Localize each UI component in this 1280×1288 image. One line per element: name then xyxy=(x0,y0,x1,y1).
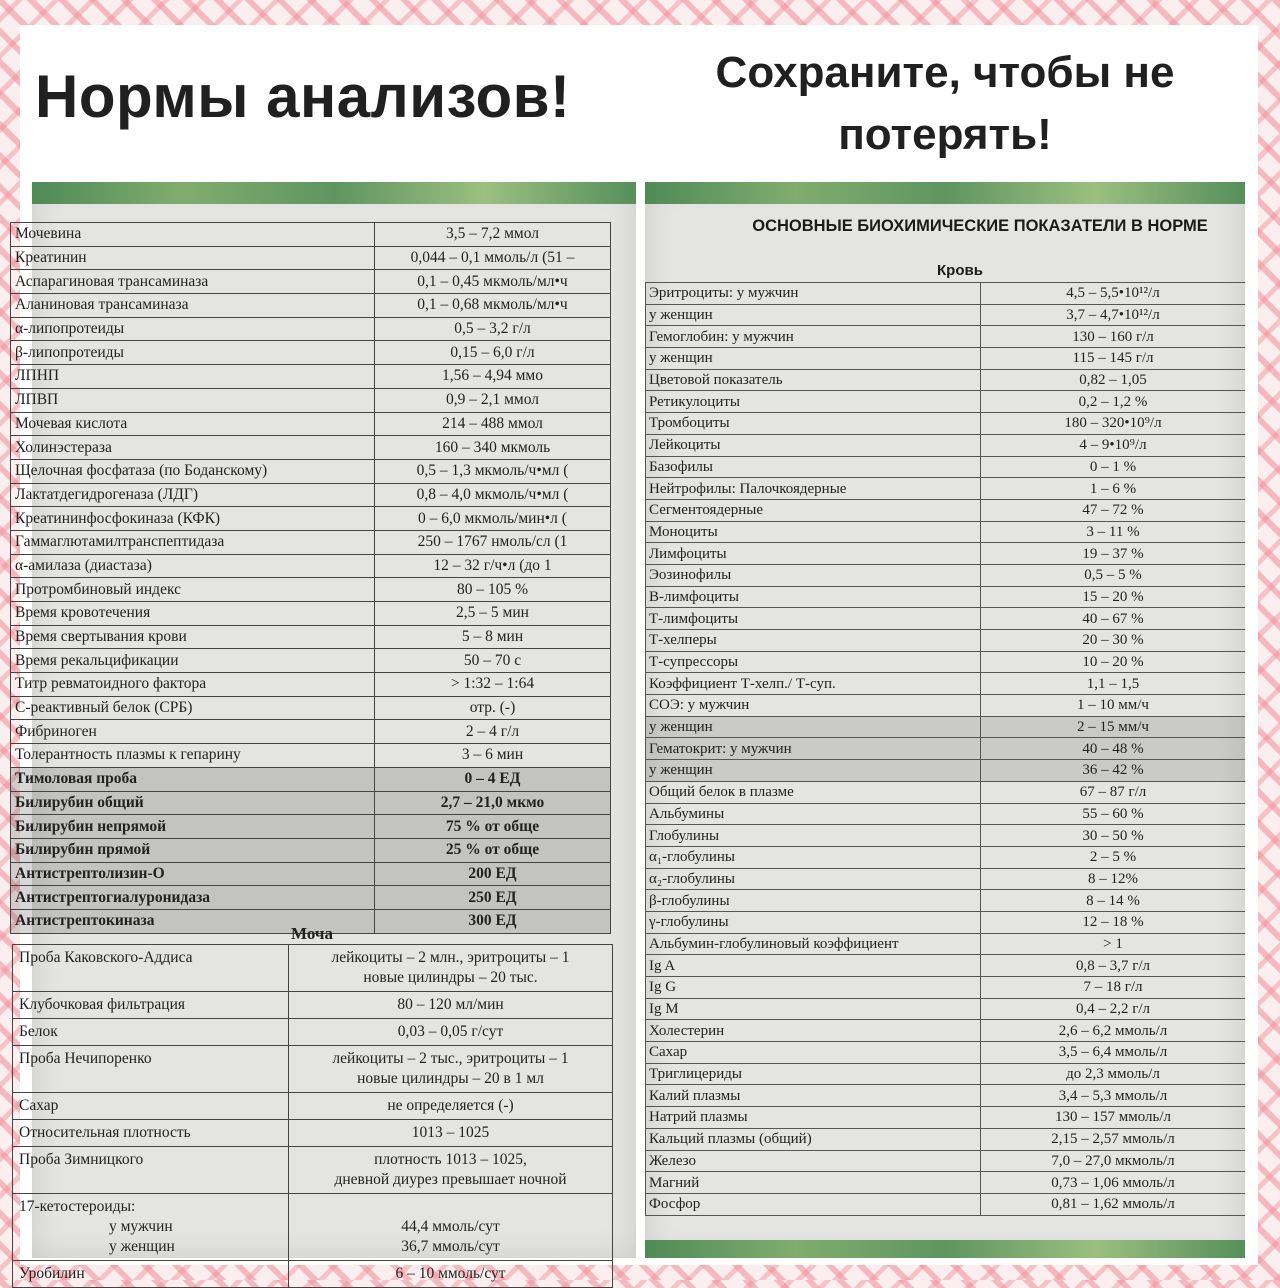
test-name: Сахар xyxy=(13,1093,289,1120)
test-name: Фосфор xyxy=(646,1193,981,1215)
table-row xyxy=(646,478,1246,500)
test-name: Альбумин-глобулиновый коэффициент xyxy=(646,933,981,955)
table-row xyxy=(646,760,1246,782)
test-norm: 180 – 320•10⁹/л xyxy=(981,413,1246,435)
test-norm xyxy=(289,1120,613,1147)
table-row xyxy=(11,459,611,483)
test-name: α-липопротеиды xyxy=(11,317,375,341)
test-norm: 5 – 8 мин xyxy=(375,625,611,649)
test-norm: 20 – 30 % xyxy=(981,630,1246,652)
test-norm: 0,1 – 0,68 мкмоль/мл•ч xyxy=(375,294,611,318)
test-norm: 47 – 72 % xyxy=(981,499,1246,521)
table-row xyxy=(646,1193,1246,1215)
test-name: Клубочковая фильтрация xyxy=(13,992,289,1019)
norm-line: 1013 – 1025 xyxy=(411,1124,490,1141)
test-norm xyxy=(289,1019,613,1046)
test-norm xyxy=(289,1046,613,1093)
test-norm: 2,15 – 2,57 ммоль/л xyxy=(981,1128,1246,1150)
test-name: α₂-глобулины xyxy=(646,868,981,890)
table-row xyxy=(11,602,611,626)
table-row xyxy=(646,673,1246,695)
table-row xyxy=(646,304,1246,326)
test-norm: 2 – 4 г/л xyxy=(375,720,611,744)
table-row xyxy=(646,608,1246,630)
test-norm xyxy=(289,992,613,1019)
test-norm: 67 – 87 г/л xyxy=(981,781,1246,803)
test-norm: 0,9 – 2,1 ммол xyxy=(375,388,611,412)
test-norm: 50 – 70 с xyxy=(375,649,611,673)
test-norm: 1,1 – 1,5 xyxy=(981,673,1246,695)
table-row xyxy=(11,649,611,673)
test-name: Цветовой показатель xyxy=(646,369,981,391)
test-norm: 0,5 – 1,3 мкмоль/ч•мл ( xyxy=(375,459,611,483)
test-name: Сахар xyxy=(646,1042,981,1064)
test-norm: 0,73 – 1,06 ммоль/л xyxy=(981,1172,1246,1194)
test-name: Гемоглобин: у мужчин xyxy=(646,326,981,348)
table-row xyxy=(11,838,611,862)
table-row xyxy=(13,945,613,992)
test-name: ЛПВП xyxy=(11,388,375,412)
table-row xyxy=(11,388,611,412)
label-line: 17-кетостероиды: xyxy=(19,1198,136,1215)
test-name: Фибриноген xyxy=(11,720,375,744)
test-name: Проба Нечипоренко xyxy=(13,1046,289,1093)
test-norm: 4 – 9•10⁹/л xyxy=(981,434,1246,456)
blood-subheading: Кровь xyxy=(937,262,983,279)
norm-line: 44,4 ммоль/сут xyxy=(401,1218,500,1235)
test-norm: 8 – 12% xyxy=(981,868,1246,890)
table-row xyxy=(646,1107,1246,1129)
test-name: Мочевина xyxy=(11,223,375,247)
table-row xyxy=(646,521,1246,543)
test-name: Холинэстераза xyxy=(11,436,375,460)
table-row xyxy=(646,1150,1246,1172)
table-row xyxy=(646,955,1246,977)
test-name: Аланиновая трансаминаза xyxy=(11,294,375,318)
test-norm: 6 – 10 ммоль/сут xyxy=(289,1261,613,1288)
test-name: С-реактивный белок (СРБ) xyxy=(11,696,375,720)
test-norm: 12 – 18 % xyxy=(981,911,1246,933)
test-name: α₁-глобулины xyxy=(646,846,981,868)
test-name: β-глобулины xyxy=(646,890,981,912)
test-norm: 0,15 – 6,0 г/л xyxy=(375,341,611,365)
test-norm: 55 – 60 % xyxy=(981,803,1246,825)
test-norm: 3,5 – 7,2 ммол xyxy=(375,223,611,247)
save-reminder-line-1: Сохраните, чтобы не xyxy=(715,48,1175,97)
test-norm: 3 – 11 % xyxy=(981,521,1246,543)
norm-line: лейкоциты – 2 тыс., эритроциты – 1 xyxy=(332,1050,569,1067)
test-name: Альбумины xyxy=(646,803,981,825)
test-name: Лимфоциты xyxy=(646,543,981,565)
table-row xyxy=(11,530,611,554)
norm-line: 80 – 120 мл/мин xyxy=(397,996,504,1013)
test-name: Железо xyxy=(646,1150,981,1172)
test-name: Натрий плазмы xyxy=(646,1107,981,1129)
table-row xyxy=(646,803,1246,825)
sheet-header-bar xyxy=(645,182,1245,204)
table-row xyxy=(646,369,1246,391)
test-norm: 19 – 37 % xyxy=(981,543,1246,565)
test-norm: 0,2 – 1,2 % xyxy=(981,391,1246,413)
test-norm: 7 – 18 г/л xyxy=(981,977,1246,999)
test-name: Щелочная фосфатаза (по Боданскому) xyxy=(11,459,375,483)
test-name: Нейтрофилы: Палочкоядерные xyxy=(646,478,981,500)
biochemistry-table-left xyxy=(10,222,611,934)
test-norm: 214 – 488 ммол xyxy=(375,412,611,436)
test-norm: 30 – 50 % xyxy=(981,825,1246,847)
test-norm: 250 – 1767 нмоль/сл (1 xyxy=(375,530,611,554)
test-name: Время свертывания крови xyxy=(11,625,375,649)
test-name: у женщин xyxy=(646,304,981,326)
table-row xyxy=(11,365,611,389)
table-row xyxy=(13,1046,613,1093)
table-row xyxy=(11,294,611,318)
table-row xyxy=(13,1019,613,1046)
test-norm: 3,4 – 5,3 ммоль/л xyxy=(981,1085,1246,1107)
table-row xyxy=(11,791,611,815)
test-norm: > 1 xyxy=(981,933,1246,955)
test-name: β-липопротеиды xyxy=(11,341,375,365)
test-norm: 10 – 20 % xyxy=(981,651,1246,673)
test-norm: 300 ЕД xyxy=(375,909,611,933)
test-name: Толерантность плазмы к гепарину xyxy=(11,744,375,768)
test-norm: 2 – 5 % xyxy=(981,846,1246,868)
test-name: Титр ревматоидного фактора xyxy=(11,673,375,697)
test-norm: 115 – 145 г/л xyxy=(981,348,1246,370)
urine-table xyxy=(12,944,613,1288)
test-name: Протромбиновый индекс xyxy=(11,578,375,602)
test-norm: 250 ЕД xyxy=(375,886,611,910)
table-row xyxy=(646,933,1246,955)
test-norm: 1,56 – 4,94 ммо xyxy=(375,365,611,389)
table-row xyxy=(646,499,1246,521)
table-row xyxy=(13,1194,613,1261)
table-row xyxy=(11,720,611,744)
table-row xyxy=(13,1147,613,1194)
test-name: Относительная плотность xyxy=(13,1120,289,1147)
test-name: Проба Зимницкого xyxy=(13,1147,289,1194)
table-row xyxy=(646,890,1246,912)
table-row xyxy=(11,507,611,531)
sheet-footer-bar xyxy=(645,1240,1245,1258)
test-name: Сегментоядерные xyxy=(646,499,981,521)
table-row xyxy=(646,413,1246,435)
test-name xyxy=(13,1194,289,1261)
table-row xyxy=(11,578,611,602)
table-row xyxy=(13,1120,613,1147)
test-name: Ig A xyxy=(646,955,981,977)
table-row xyxy=(646,977,1246,999)
test-name: Аспарагиновая трансаминаза xyxy=(11,270,375,294)
test-norm: 0,5 – 3,2 г/л xyxy=(375,317,611,341)
test-norm: 12 – 32 г/ч•л (до 1 xyxy=(375,554,611,578)
table-row xyxy=(11,412,611,436)
test-norm: 0 – 6,0 мкмоль/мин•л ( xyxy=(375,507,611,531)
test-name: у женщин xyxy=(646,348,981,370)
test-norm: 3,5 – 6,4 ммоль/л xyxy=(981,1042,1246,1064)
table-row xyxy=(11,744,611,768)
test-name: В-лимфоциты xyxy=(646,586,981,608)
table-row xyxy=(11,317,611,341)
test-norm: 40 – 48 % xyxy=(981,738,1246,760)
test-name: Креатинин xyxy=(11,246,375,270)
test-norm: 200 ЕД xyxy=(375,862,611,886)
test-norm: 8 – 14 % xyxy=(981,890,1246,912)
test-name: Ретикулоциты xyxy=(646,391,981,413)
test-norm: 0 – 1 % xyxy=(981,456,1246,478)
test-name: Базофилы xyxy=(646,456,981,478)
norm-line: новые цилиндры – 20 тыс. xyxy=(363,969,538,986)
test-norm: 160 – 340 мкмоль xyxy=(375,436,611,460)
test-name: Т-лимфоциты xyxy=(646,608,981,630)
test-norm: 4,5 – 5,5•10¹²/л xyxy=(981,283,1246,305)
test-name: Антистрептокиназа xyxy=(11,909,375,933)
test-norm: 80 – 105 % xyxy=(375,578,611,602)
page-title: Нормы анализов! xyxy=(35,63,571,130)
test-name: Гаммаглютамилтранспептидаза xyxy=(11,530,375,554)
test-norm: отр. (-) xyxy=(375,696,611,720)
test-norm: 130 – 157 ммоль/л xyxy=(981,1107,1246,1129)
test-name: Билирубин непрямой xyxy=(11,815,375,839)
table-row xyxy=(646,586,1246,608)
table-row xyxy=(13,1093,613,1120)
table-row xyxy=(11,436,611,460)
test-name: Холестерин xyxy=(646,1020,981,1042)
table-row xyxy=(11,696,611,720)
test-norm: до 2,3 ммоль/л xyxy=(981,1063,1246,1085)
test-name: Эритроциты: у мужчин xyxy=(646,283,981,305)
sheet-header-bar xyxy=(32,182,636,204)
test-name: Время кровотечения xyxy=(11,602,375,626)
test-name: Ig M xyxy=(646,998,981,1020)
test-name: α-амилаза (диастаза) xyxy=(11,554,375,578)
test-norm: 2,6 – 6,2 ммоль/л xyxy=(981,1020,1246,1042)
sheet-heading: ОСНОВНЫЕ БИОХИМИЧЕСКИЕ ПОКАЗАТЕЛИ В НОРМЕ xyxy=(752,217,1208,235)
test-norm: 0,81 – 1,62 ммоль/л xyxy=(981,1193,1246,1215)
table-row xyxy=(646,1063,1246,1085)
norm-line: лейкоциты – 2 млн., эритроциты – 1 xyxy=(331,949,570,966)
test-norm: 1 – 10 мм/ч xyxy=(981,695,1246,717)
table-row xyxy=(646,1128,1246,1150)
test-name: Магний xyxy=(646,1172,981,1194)
test-name: Эозинофилы xyxy=(646,564,981,586)
save-reminder xyxy=(670,42,1220,166)
table-row xyxy=(646,630,1246,652)
table-row xyxy=(11,483,611,507)
table-row xyxy=(11,625,611,649)
test-name: Лактатдегидрогеназа (ЛДГ) xyxy=(11,483,375,507)
test-norm: > 1:32 – 1:64 xyxy=(375,673,611,697)
table-row xyxy=(646,283,1246,305)
table-row xyxy=(13,1261,613,1288)
test-name: у женщин xyxy=(646,760,981,782)
table-row xyxy=(646,1020,1246,1042)
norm-line: дневной диурез превышает ночной xyxy=(334,1171,567,1188)
test-norm: 0,5 – 5 % xyxy=(981,564,1246,586)
urine-heading: Моча xyxy=(291,924,333,943)
table-row xyxy=(646,846,1246,868)
table-row xyxy=(11,223,611,247)
test-norm: 25 % от обще xyxy=(375,838,611,862)
test-norm: 15 – 20 % xyxy=(981,586,1246,608)
test-norm xyxy=(289,945,613,992)
norm-line: не определяется (-) xyxy=(387,1097,514,1114)
table-row xyxy=(646,651,1246,673)
table-row xyxy=(11,554,611,578)
table-row xyxy=(646,434,1246,456)
table-row xyxy=(646,564,1246,586)
test-norm: 2 – 15 мм/ч xyxy=(981,716,1246,738)
test-name: Проба Каковского-Аддиса xyxy=(13,945,289,992)
spacer xyxy=(295,1197,606,1217)
blood-table xyxy=(645,282,1245,1216)
table-row xyxy=(646,543,1246,565)
test-name: Кальций плазмы (общий) xyxy=(646,1128,981,1150)
table-row xyxy=(646,716,1246,738)
test-name: Т-супрессоры xyxy=(646,651,981,673)
table-row xyxy=(646,738,1246,760)
test-name: Глобулины xyxy=(646,825,981,847)
test-norm: 75 % от обще xyxy=(375,815,611,839)
test-norm: 2,5 – 5 мин xyxy=(375,602,611,626)
table-row xyxy=(646,391,1246,413)
test-norm: 3,7 – 4,7•10¹²/л xyxy=(981,304,1246,326)
test-norm: 0,044 – 0,1 ммоль/л (51 – xyxy=(375,246,611,270)
table-row xyxy=(646,456,1246,478)
test-norm: 3 – 6 мин xyxy=(375,744,611,768)
test-norm xyxy=(289,1147,613,1194)
test-norm: 0 – 4 ЕД xyxy=(375,767,611,791)
table-row xyxy=(646,781,1246,803)
test-name: Калий плазмы xyxy=(646,1085,981,1107)
test-name: Лейкоциты xyxy=(646,434,981,456)
test-name: Гематокрит: у мужчин xyxy=(646,738,981,760)
table-row xyxy=(11,673,611,697)
test-name: Ig G xyxy=(646,977,981,999)
test-norm: 2,7 – 21,0 мкмо xyxy=(375,791,611,815)
table-row xyxy=(646,348,1246,370)
test-norm: 40 – 67 % xyxy=(981,608,1246,630)
test-name: ЛПНП xyxy=(11,365,375,389)
test-norm: 0,8 – 4,0 мкмоль/ч•мл ( xyxy=(375,483,611,507)
test-name: Антистрептогиалуронидаза xyxy=(11,886,375,910)
table-row xyxy=(11,815,611,839)
test-norm: 0,82 – 1,05 xyxy=(981,369,1246,391)
table-row xyxy=(11,341,611,365)
test-name: Общий белок в плазме xyxy=(646,781,981,803)
table-row xyxy=(646,825,1246,847)
test-name: Мочевая кислота xyxy=(11,412,375,436)
table-row xyxy=(646,1172,1246,1194)
table-row xyxy=(11,270,611,294)
test-name: Билирубин общий xyxy=(11,791,375,815)
norm-line: 36,7 ммоль/сут xyxy=(401,1238,500,1255)
test-name: Тимоловая проба xyxy=(11,767,375,791)
test-name: СОЭ: у мужчин xyxy=(646,695,981,717)
table-row xyxy=(11,246,611,270)
test-norm: 7,0 – 27,0 мкмоль/л xyxy=(981,1150,1246,1172)
table-row xyxy=(11,862,611,886)
label-line: у мужчин xyxy=(109,1218,173,1235)
test-name: Белок xyxy=(13,1019,289,1046)
table-row xyxy=(11,767,611,791)
test-name: Время рекальцификации xyxy=(11,649,375,673)
norm-line: новые цилиндры – 20 в 1 мл xyxy=(357,1070,544,1087)
right-reference-sheet xyxy=(645,182,1245,1258)
table-row xyxy=(646,998,1246,1020)
test-name: Моноциты xyxy=(646,521,981,543)
test-name: γ-глобулины xyxy=(646,911,981,933)
save-reminder-line-2: потерять! xyxy=(838,110,1052,159)
test-norm: 0,8 – 3,7 г/л xyxy=(981,955,1246,977)
table-row xyxy=(646,326,1246,348)
norm-line: 0,03 – 0,05 г/сут xyxy=(397,1023,504,1040)
test-norm xyxy=(289,1194,613,1261)
test-name: Тромбоциты xyxy=(646,413,981,435)
test-norm: 36 – 42 % xyxy=(981,760,1246,782)
test-norm: 1 – 6 % xyxy=(981,478,1246,500)
norm-line: плотность 1013 – 1025, xyxy=(374,1151,527,1168)
test-name: Билирубин прямой xyxy=(11,838,375,862)
test-norm xyxy=(289,1093,613,1120)
test-name: Триглицериды xyxy=(646,1063,981,1085)
table-row xyxy=(646,695,1246,717)
table-row xyxy=(646,911,1246,933)
test-name: Уробилин xyxy=(13,1261,289,1288)
test-name: Коэффициент Т-хелп./ Т-суп. xyxy=(646,673,981,695)
test-name: Т-хелперы xyxy=(646,630,981,652)
label-line: у женщин xyxy=(109,1238,175,1255)
test-name: Антистрептолизин-О xyxy=(11,862,375,886)
table-row xyxy=(11,886,611,910)
table-row xyxy=(646,1042,1246,1064)
test-norm: 0,4 – 2,2 г/л xyxy=(981,998,1246,1020)
test-norm: 0,1 – 0,45 мкмоль/мл•ч xyxy=(375,270,611,294)
table-row xyxy=(646,1085,1246,1107)
test-name: Креатининфосфокиназа (КФК) xyxy=(11,507,375,531)
test-norm: 130 – 160 г/л xyxy=(981,326,1246,348)
table-row xyxy=(646,868,1246,890)
test-name: у женщин xyxy=(646,716,981,738)
table-row xyxy=(13,992,613,1019)
